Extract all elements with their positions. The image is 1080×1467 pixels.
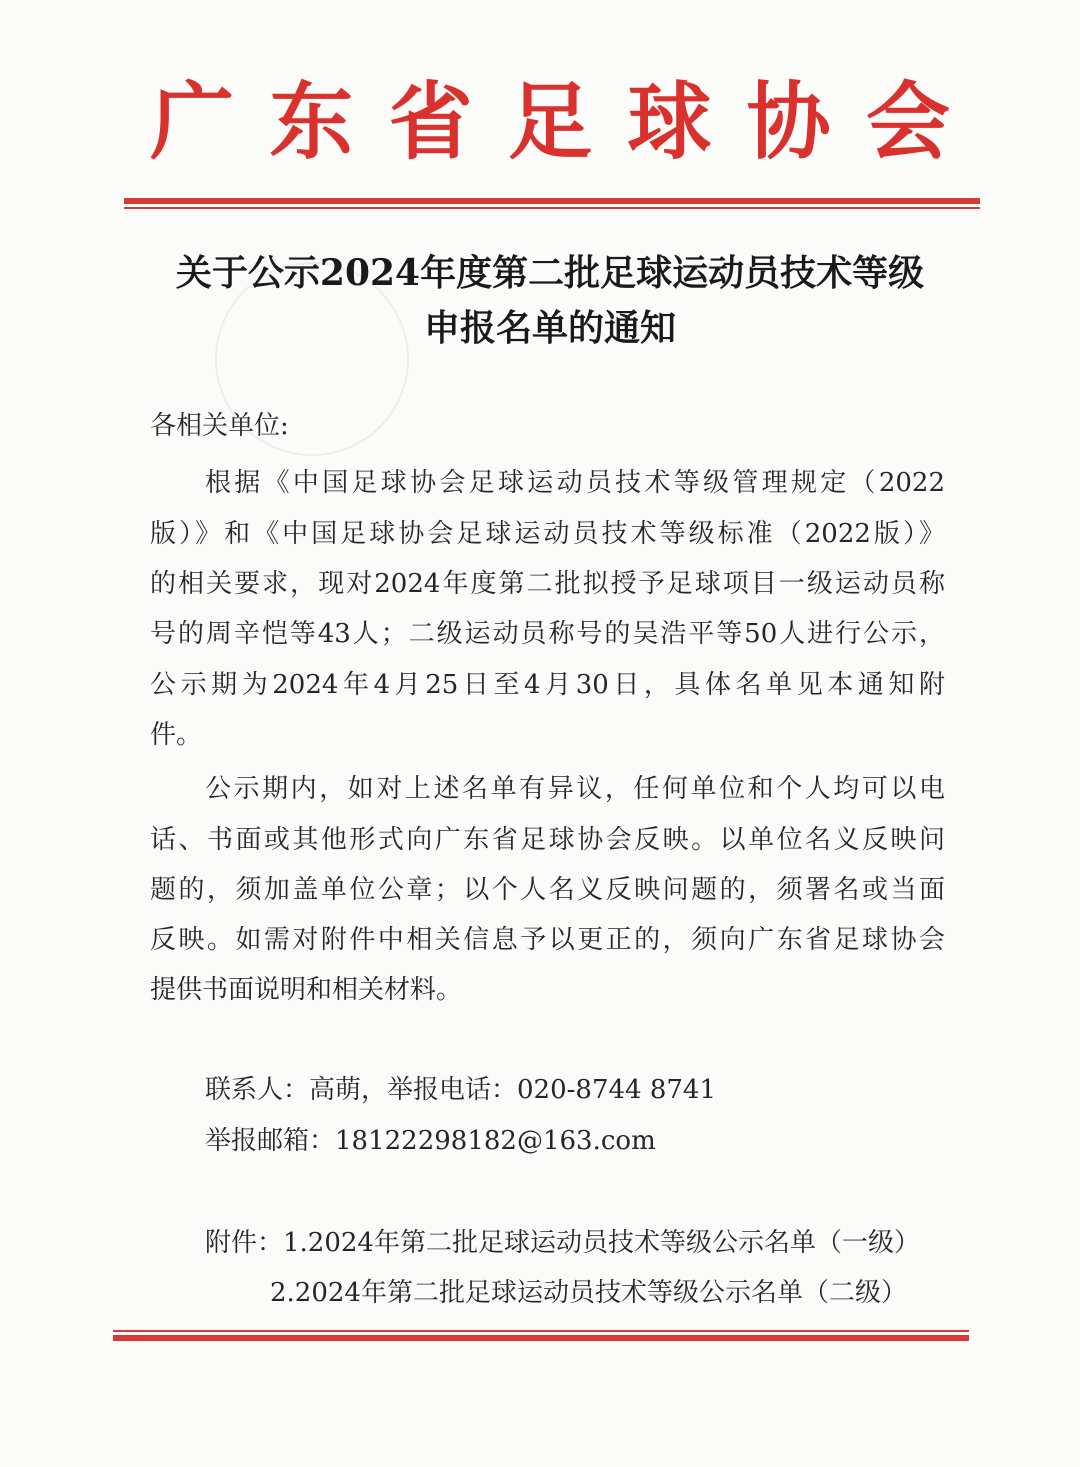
contact-phone: 联系人：高萌，举报电话：020-8744 8741 bbox=[205, 1075, 717, 1105]
letterhead-char: 足 bbox=[507, 72, 592, 171]
contact-email: 举报邮箱：18122298182@163.com bbox=[205, 1126, 656, 1156]
document-title-line-2: 申报名单的通知 bbox=[423, 307, 676, 349]
document-title-line-1: 关于公示2024年度第二批足球运动员技术等级 bbox=[175, 252, 925, 294]
paragraph-1-line: 件。 bbox=[150, 720, 203, 750]
paragraph-2-line: 反映。如需对附件中相关信息予以更正的，须向广东省足球协会 bbox=[150, 925, 945, 955]
paragraph-2-line: 提供书面说明和相关材料。 bbox=[150, 975, 463, 1005]
footer-divider-thick bbox=[113, 1335, 969, 1341]
paragraph-2-line: 题的，须加盖单位公章；以个人名义反映问题的，须署名或当面 bbox=[150, 875, 945, 905]
letterhead-char: 东 bbox=[269, 72, 354, 171]
letterhead-char: 省 bbox=[388, 72, 473, 171]
attachment-2: 2.2024年第二批足球运动员技术等级公示名单（二级） bbox=[270, 1278, 907, 1308]
attachment-1: 附件：1.2024年第二批足球运动员技术等级公示名单（一级） bbox=[205, 1228, 920, 1258]
letterhead-char: 球 bbox=[627, 72, 712, 171]
paragraph-1-line: 公示期为2024年4月25日至4月30日，具体名单见本通知附 bbox=[150, 670, 945, 700]
letterhead-char: 广 bbox=[150, 72, 235, 171]
footer-divider-thin bbox=[113, 1330, 969, 1332]
paragraph-1-line: 版）》和《中国足球协会足球运动员技术等级标准（2022版）》 bbox=[150, 519, 945, 549]
paragraph-1-line: 号的周辛恺等43人；二级运动员称号的吴浩平等50人进行公示， bbox=[150, 619, 945, 649]
paragraph-1-line: 的相关要求，现对2024年度第二批拟授予足球项目一级运动员称 bbox=[150, 569, 945, 599]
salutation: 各相关单位: bbox=[150, 411, 289, 441]
paragraph-2-line: 公示期内，如对上述名单有异议，任何单位和个人均可以电 bbox=[205, 774, 945, 804]
header-divider-thick bbox=[124, 198, 980, 204]
letterhead-char: 会 bbox=[865, 72, 950, 171]
letterhead-char: 协 bbox=[746, 72, 831, 171]
letterhead bbox=[150, 62, 950, 182]
header-divider-thin bbox=[124, 207, 980, 209]
paragraph-2-line: 话、书面或其他形式向广东省足球协会反映。以单位名义反映问 bbox=[150, 825, 945, 855]
paragraph-1-line: 根据《中国足球协会足球运动员技术等级管理规定（2022 bbox=[205, 468, 945, 498]
